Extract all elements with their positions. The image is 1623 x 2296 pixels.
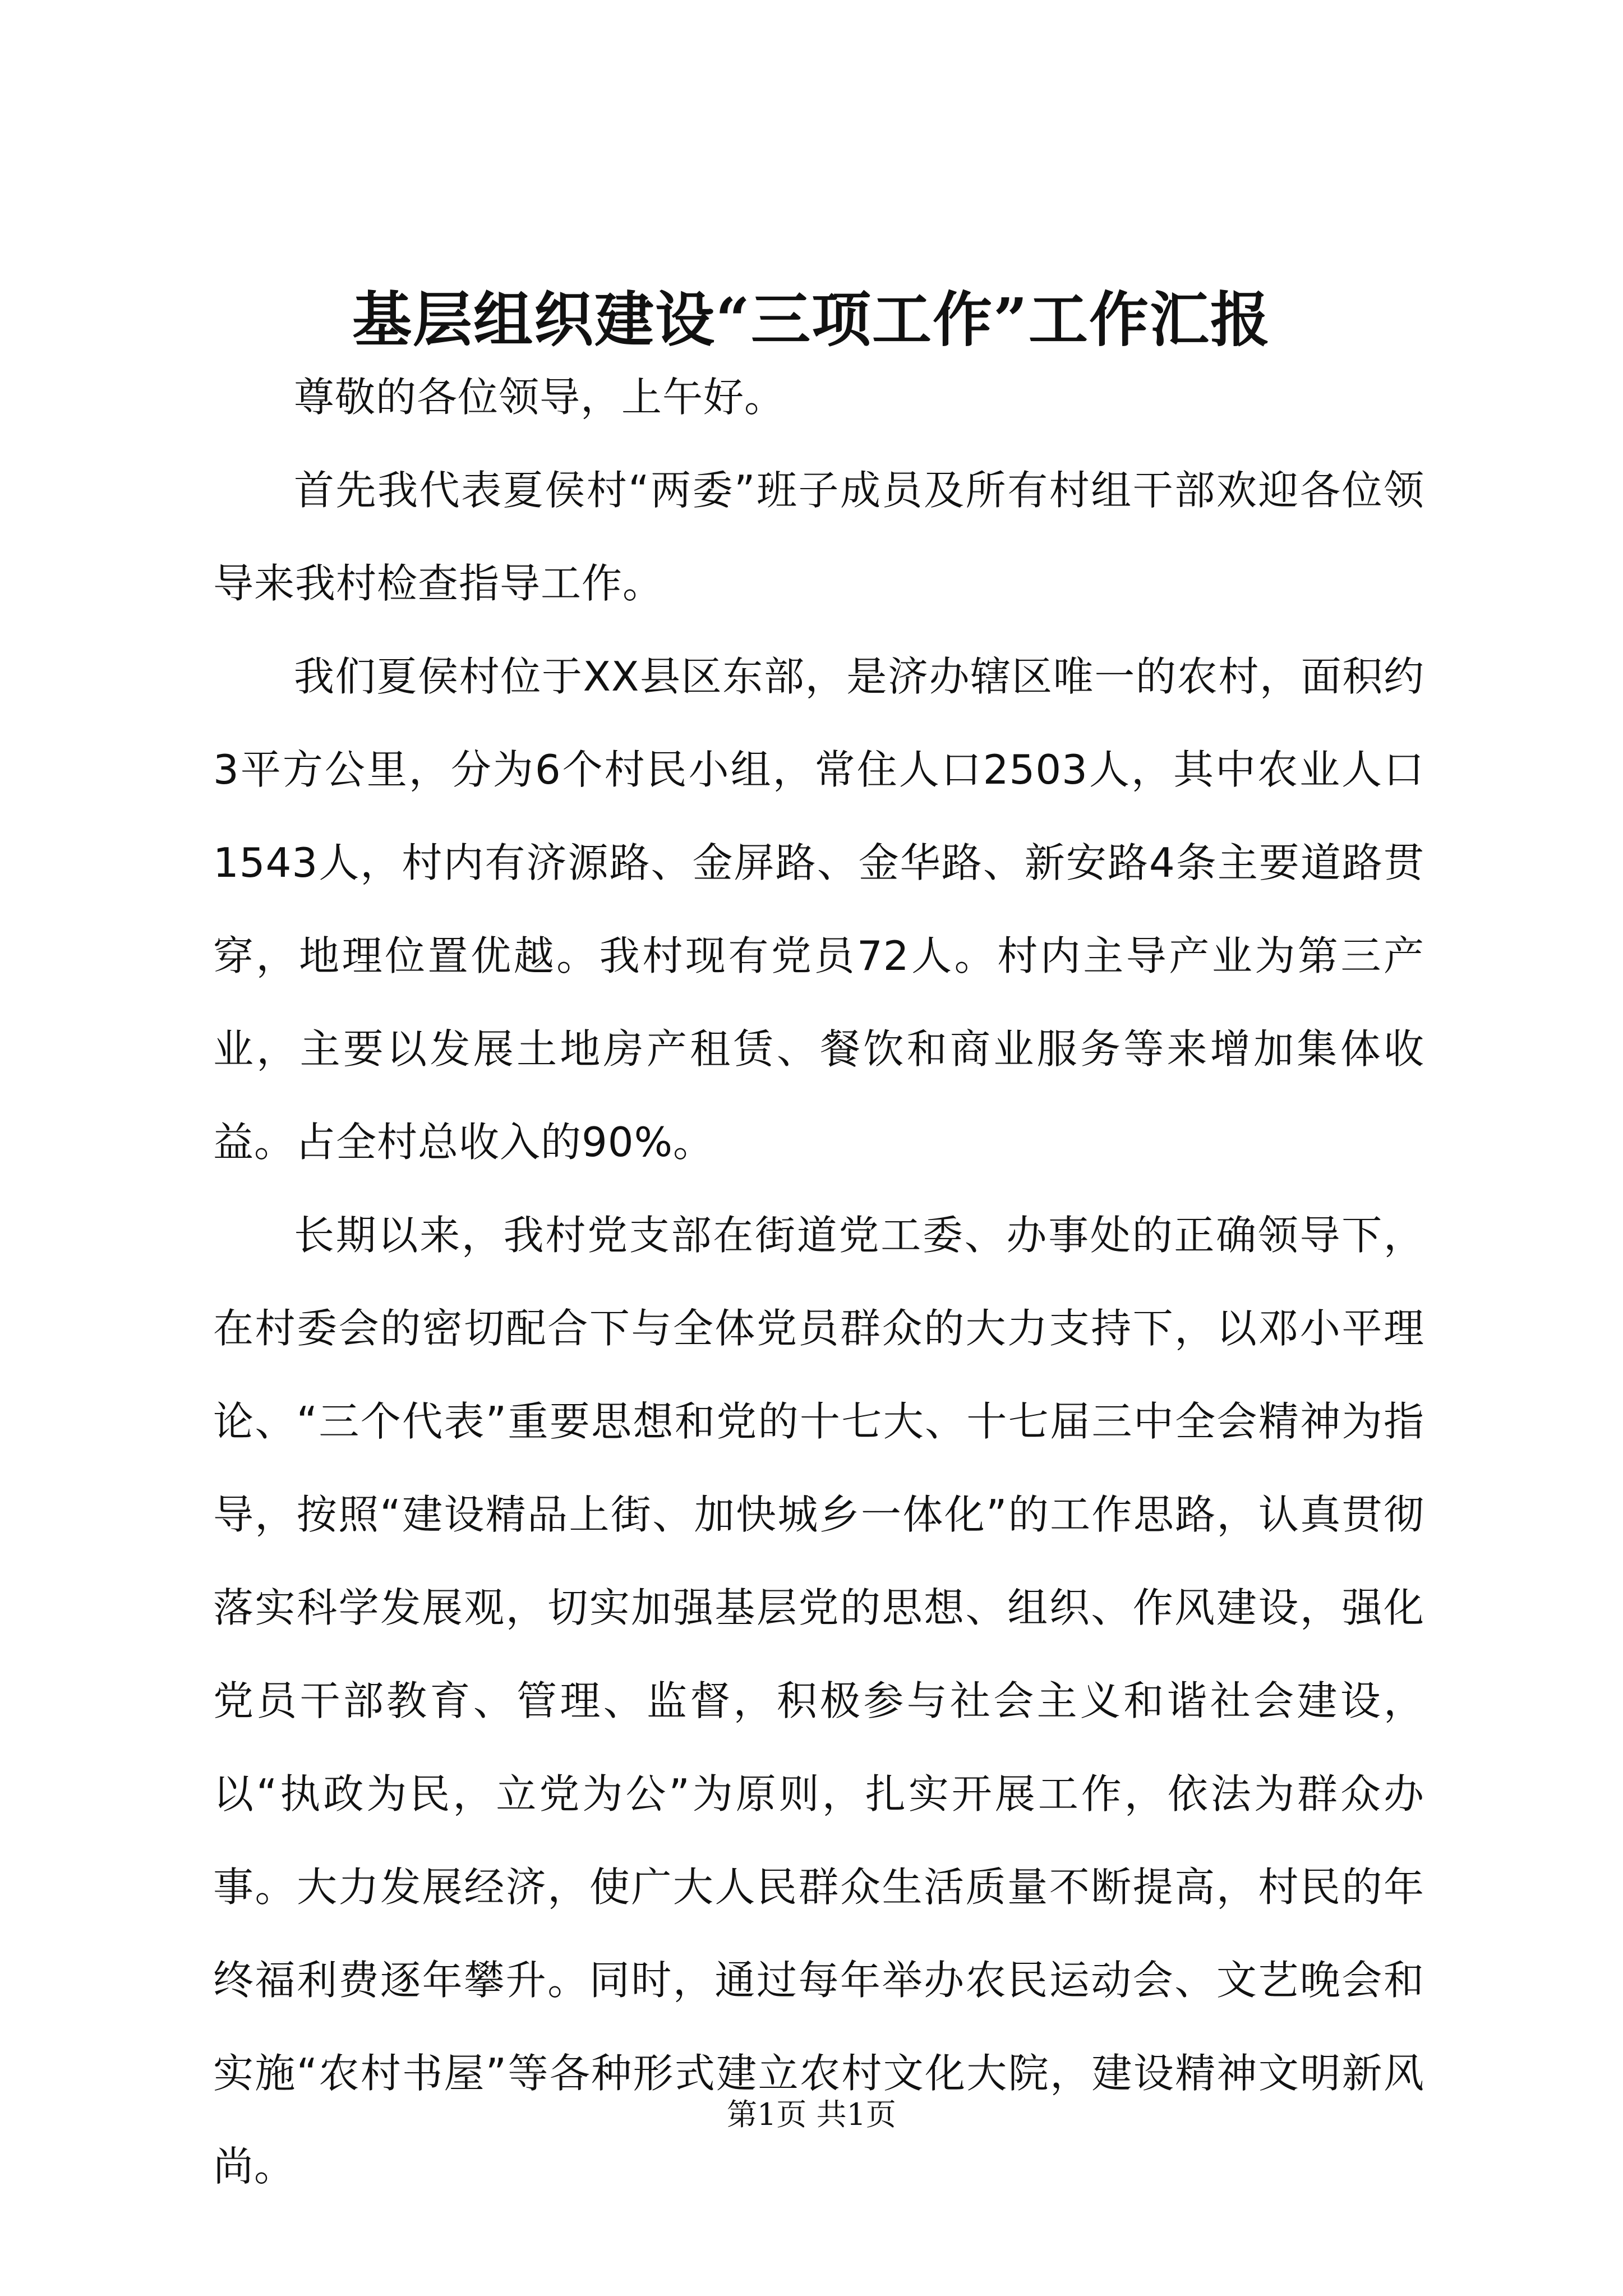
paragraph-welcome: 首先我代表夏侯村“两委”班子成员及所有村组干部欢迎各位领导来我村检查指导工作。 xyxy=(213,467,1424,607)
paragraph-party-work: 长期以来，我村党支部在街道党工委、办事处的正确领导下，在村委会的密切配合下与全体党员群众的大力支持下，以邓小平理论、“三个代表”重要思想和党的十七大、十七届三中全会精神为指导，按照“建设精品上街、加快城乡一体化”的工作思路，认真贯彻落实科学发展观，切实加强基层党的思想、组织、作风建设，强化党员干部教育、管理、监督，积极参与社会主义和谐社会建设，以“执政为民，立党为公”为原则，扎实开展工作，依法为群众办事。大力发展经济，使广大人民群众生活质量不断提高，村民的年终福利费逐年攀升。同时，通过每年举办农民运动会、文艺晚会和实施“农村书屋”等各种形式建立农村文化大院，建设精神文明新风尚。 xyxy=(213,1212,1424,2190)
document-body xyxy=(213,351,1424,2213)
document-title: 基层组织建设“三项工作”工作汇报 xyxy=(352,284,1271,355)
paragraph-village-overview: 我们夏侯村位于XX县区东部，是济办辖区唯一的农村，面积约3平方公里，分为6个村民小组，常住人口2503人，其中农业人口1543人，村内有济源路、金屏路、金华路、新安路4条主要道路贯穿，地理位置优越。我村现有党员72人。村内主导产业为第三产业，主要以发展土地房产租赁、餐饮和商业服务等来增加集体收益。占全村总收入的90%。 xyxy=(213,653,1424,1166)
page-footer: 第1页 共1页 xyxy=(727,2097,896,2132)
paragraph-greeting: 尊敬的各位领导，上午好。 xyxy=(294,374,786,421)
